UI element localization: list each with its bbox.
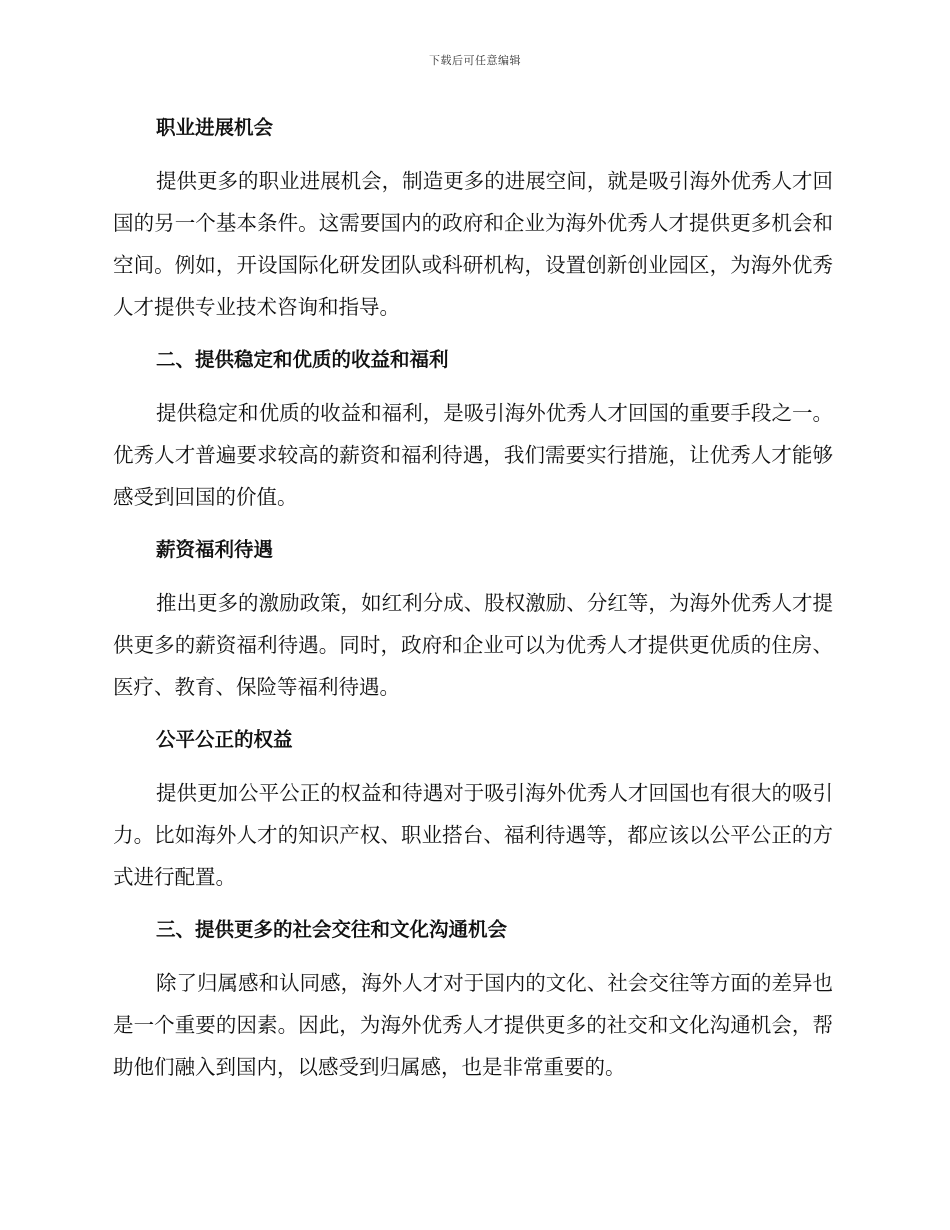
paragraph-fair-rights: 提供更加公平公正的权益和待遇对于吸引海外优秀人才回国也有很大的吸引力。比如海外人才的知识产权、职业搭台、福利待遇等，都应该以公平公正的方式进行配置。 [113,781,833,889]
paragraph-income-benefits: 提供稳定和优质的收益和福利，是吸引海外优秀人才回国的重要手段之一。优秀人才普遍要求较高的薪资和福利待遇，我们需要实行措施，让优秀人才能够感受到回国的价值。 [113,401,833,509]
section-heading-income-benefits: 二、提供稳定和优质的收益和福利 [156,348,449,371]
section-heading-social-culture: 三、提供更多的社会交往和文化沟通机会 [156,918,508,941]
page-header: 下载后可任意编辑 [429,54,521,67]
section-heading-fair-rights: 公平公正的权益 [156,728,293,751]
section-heading-career: 职业进展机会 [156,116,274,139]
document-body [113,108,833,1100]
paragraph-social-culture: 除了归属感和认同感，海外人才对于国内的文化、社会交往等方面的差异也是一个重要的因素。因此，为海外优秀人才提供更多的社交和文化沟通机会，帮助他们融入到国内，以感受到归属感，也是非常重要的。 [113,971,833,1079]
section-heading-salary: 薪资福利待遇 [156,538,274,561]
paragraph-salary: 推出更多的激励政策，如红利分成、股权激励、分红等，为海外优秀人才提供更多的薪资福利待遇。同时，政府和企业可以为优秀人才提供更优质的住房、医疗、教育、保险等福利待遇。 [113,591,833,699]
paragraph-career: 提供更多的职业进展机会，制造更多的进展空间，就是吸引海外优秀人才回国的另一个基本条件。这需要国内的政府和企业为海外优秀人才提供更多机会和空间。例如，开设国际化研发团队或科研机构，设置创新创业园区，为海外优秀人才提供专业技术咨询和指导。 [113,169,833,319]
